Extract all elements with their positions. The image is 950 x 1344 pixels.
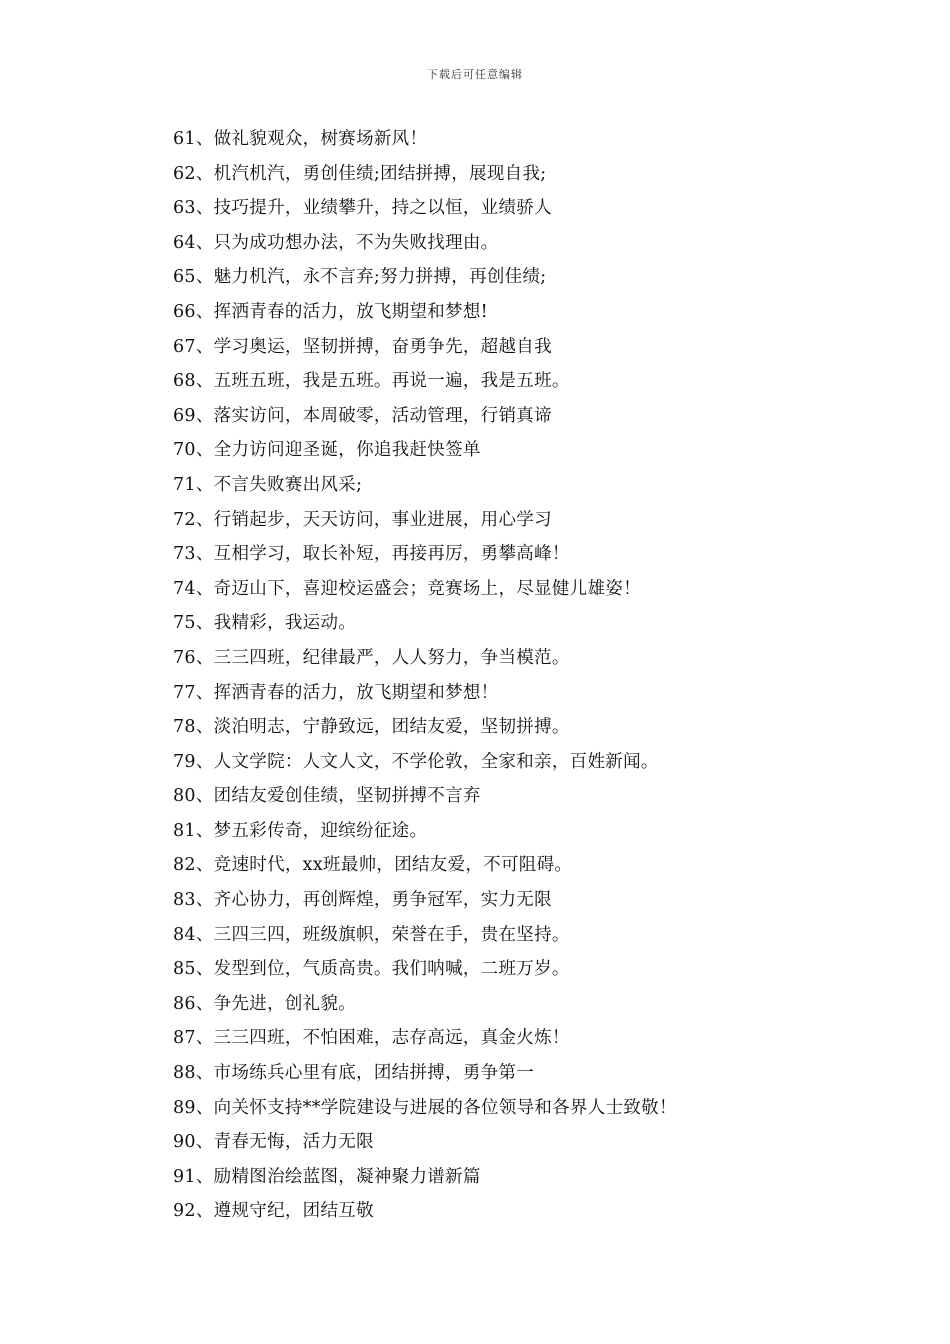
list-item: 84、三四三四，班级旗帜，荣誉在手，贵在坚持。 (173, 924, 570, 945)
list-item: 91、励精图治绘蓝图，凝神聚力谱新篇 (173, 1166, 481, 1187)
list-item: 61、做礼貌观众，树赛场新风！ (173, 129, 428, 149)
list-item: 92、遵规守纪，团结互敬 (173, 1201, 374, 1222)
list-item: 68、五班五班，我是五班。再说一遍，我是五班。 (173, 371, 570, 392)
list-item: 73、互相学习，取长补短，再接再厉，勇攀高峰！ (173, 544, 570, 565)
list-item: 65、魅力机汽，永不言弃;努力拼搏，再创佳绩; (173, 267, 547, 288)
list-item: 64、只为成功想办法，不为失败找理由。 (173, 232, 499, 253)
list-item: 63、技巧提升，业绩攀升，持之以恒，业绩骄人 (173, 198, 552, 219)
list-item: 80、团结友爱创佳绩，坚韧拼搏不言弃 (173, 786, 481, 807)
list-item: 86、争先进，创礼貌。 (173, 993, 357, 1014)
list-item: 87、三三四班，不怕困难，志存高远，真金火炼！ (173, 1028, 570, 1049)
list-item: 90、青春无悔，活力无限 (173, 1132, 374, 1153)
list-item: 70、全力访问迎圣诞，你追我赶快签单 (173, 440, 481, 461)
list-item: 62、机汽机汽，勇创佳绩;团结拼搏，展现自我; (173, 163, 547, 184)
list-item: 77、挥洒青春的活力，放飞期望和梦想！ (173, 682, 499, 703)
list-item: 82、竞速时代，xx班最帅，团结友爱，不可阻碍。 (173, 855, 573, 876)
slogan-list (173, 122, 893, 1229)
list-item: 88、市场练兵心里有底，团结拼搏，勇争第一 (173, 1063, 535, 1084)
page-header: 下载后可任意编辑 (427, 68, 523, 81)
list-item: 74、奇迈山下，喜迎校运盛会；竞赛场上，尽显健儿雄姿！ (173, 578, 641, 599)
list-item: 67、学习奥运，坚韧拼搏，奋勇争先，超越自我 (173, 336, 552, 357)
list-item: 72、行销起步，天天访问，事业进展，用心学习 (173, 509, 552, 530)
list-item: 81、梦五彩传奇，迎缤纷征途。 (173, 820, 428, 841)
list-item: 71、不言失败赛出风采; (173, 474, 363, 495)
list-item: 69、落实访问，本周破零，活动管理，行销真谛 (173, 405, 552, 426)
list-item: 66、挥洒青春的活力，放飞期望和梦想! (173, 301, 488, 322)
list-item: 75、我精彩，我运动。 (173, 613, 357, 634)
list-item: 85、发型到位，气质高贵。我们呐喊，二班万岁。 (173, 959, 570, 980)
list-item: 76、三三四班，纪律最严，人人努力，争当模范。 (173, 647, 570, 668)
list-item: 83、齐心协力，再创辉煌，勇争冠军，实力无限 (173, 890, 552, 911)
list-item: 89、向关怀支持**学院建设与进展的各位领导和各界人士致敬！ (173, 1097, 677, 1118)
list-item: 79、人文学院：人文人文，不学伦敦，全家和亲，百姓新闻。 (173, 751, 659, 772)
list-item: 78、淡泊明志，宁静致远，团结友爱，坚韧拼搏。 (173, 717, 570, 738)
